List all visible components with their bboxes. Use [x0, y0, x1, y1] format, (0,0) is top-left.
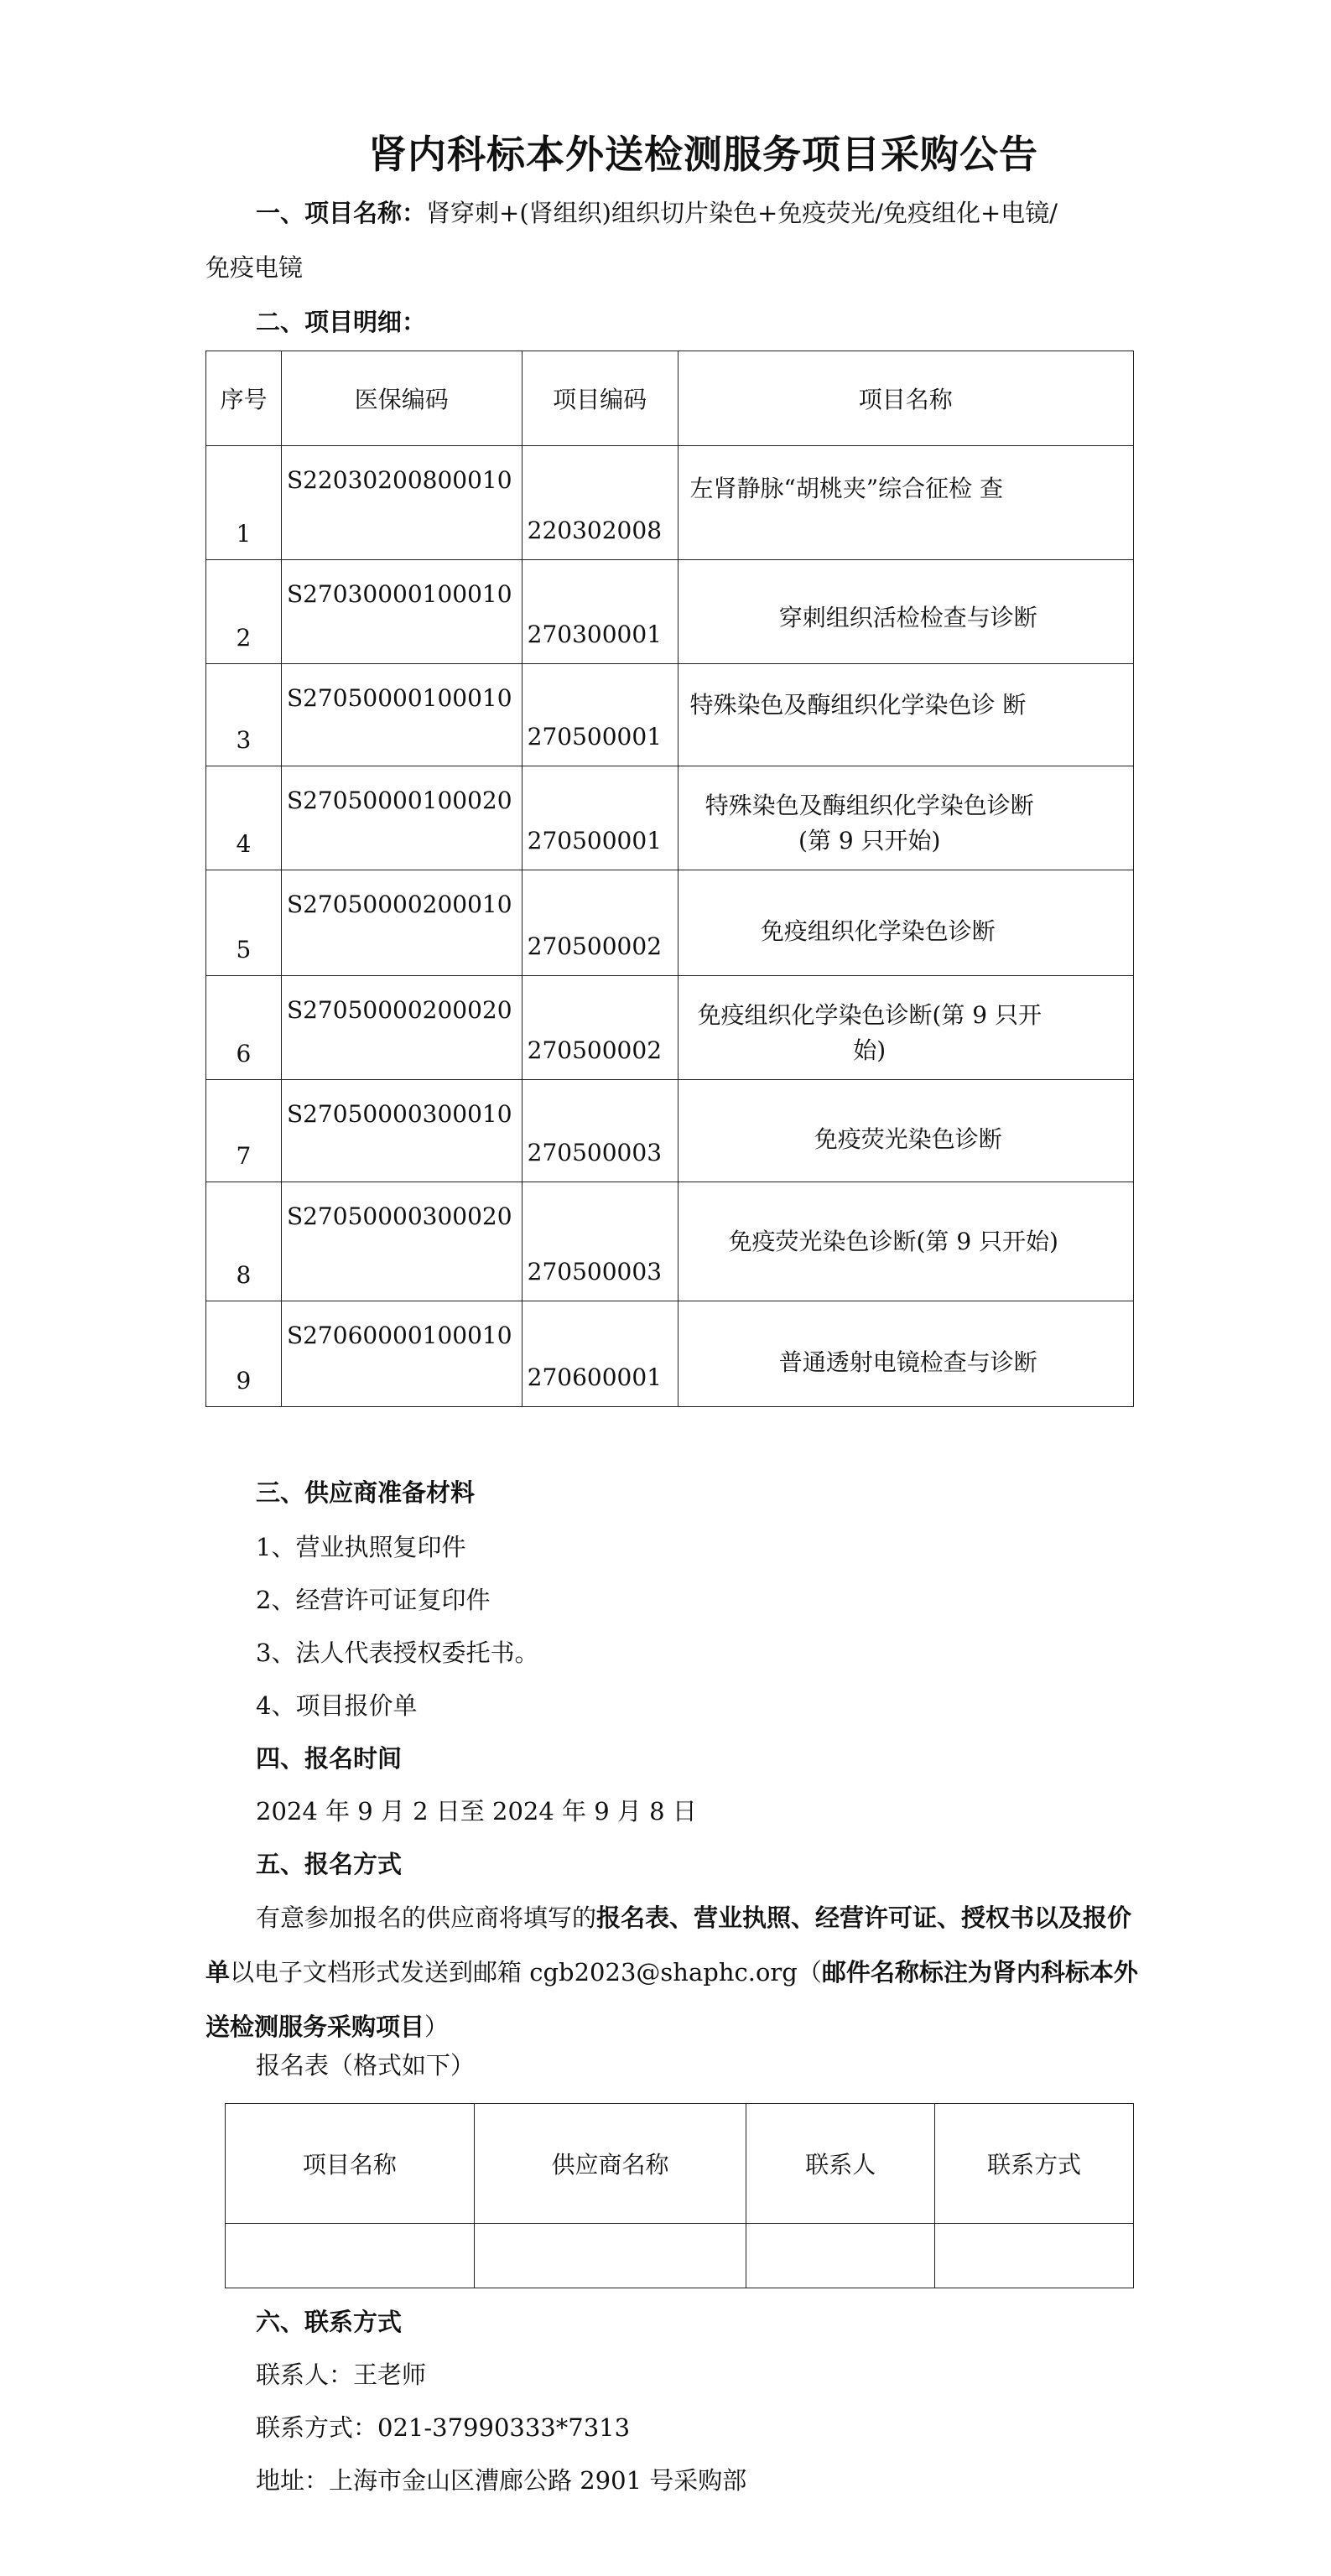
row-insurance-code: S22030200800010 [286, 466, 512, 494]
materials-item: 2、经营许可证复印件 [256, 1586, 491, 1614]
row-insurance-code: S27050000200020 [286, 996, 512, 1024]
row-seq: 5 [236, 936, 252, 963]
table-row [206, 766, 1134, 870]
empty-cell [746, 2224, 935, 2288]
header-insurance-code: 医保编码 [281, 351, 522, 446]
signup-table-empty-row [226, 2224, 1134, 2288]
contact-address: 地址：上海市金山区漕廊公路 2901 号采购部 [256, 2466, 747, 2495]
instructions-text-3: ） [424, 2012, 450, 2041]
row-seq: 1 [236, 520, 252, 548]
materials-item: 1、营业执照复印件 [256, 1533, 466, 1561]
contact-phone: 联系方式：021-37990333*7313 [256, 2413, 631, 2442]
row-item-name: 免疫荧光染色诊断(第 9 只开始) [728, 1228, 1058, 1255]
section1-value-line2: 免疫电镜 [205, 253, 304, 282]
section1-label: 一、项目名称： [256, 199, 427, 227]
contact-person: 联系人：王老师 [256, 2360, 427, 2389]
table-row [206, 870, 1134, 976]
empty-cell [474, 2224, 746, 2288]
header-contact-method: 联系方式 [935, 2104, 1134, 2224]
header-seq: 序号 [206, 351, 282, 446]
row-item-code: 270500002 [527, 932, 663, 960]
row-seq: 3 [236, 726, 252, 754]
table-row [206, 1301, 1134, 1407]
row-item-name: 穿刺组织活检检查与诊断 [778, 604, 1037, 631]
section1-line1 [256, 196, 1058, 230]
empty-cell [226, 2224, 475, 2288]
signup-instructions [205, 1891, 1149, 2054]
instructions-text-1: 有意参加报名的供应商将填写的 [256, 1903, 597, 1932]
row-seq: 7 [236, 1142, 252, 1170]
section1-value-line1: 肾穿刺+(肾组织)组织切片染色+免疫荧光/免疫组化+电镜/ [426, 199, 1058, 227]
row-seq: 4 [236, 830, 252, 858]
header-item-code: 项目编码 [522, 351, 678, 446]
signup-form-table [225, 2103, 1134, 2288]
table-row [206, 1080, 1134, 1182]
row-insurance-code: S27050000300010 [286, 1100, 512, 1128]
form-label: 报名表（格式如下） [256, 2051, 476, 2080]
row-item-name: 特殊染色及酶组织化学染色诊 断 [689, 691, 1027, 719]
materials-item: 3、法人代表授权委托书。 [256, 1639, 539, 1667]
items-table-header [206, 351, 1134, 446]
row-item-code: 270500002 [527, 1036, 663, 1064]
instructions-required-docs: 报名表、营业执照、经营许可证、授权书以及报价单 [205, 1903, 1132, 1987]
row-seq: 2 [236, 624, 252, 652]
section5-label: 五、报名方式 [256, 1850, 403, 1878]
header-supplier-name: 供应商名称 [474, 2104, 746, 2224]
row-insurance-code: S27050000200010 [286, 891, 512, 918]
row-item-name: 免疫组织化学染色诊断 [760, 917, 996, 945]
row-item-name: 免疫荧光染色诊断 [814, 1125, 1002, 1153]
signup-period: 2024 年 9 月 2 日至 2024 年 9 月 8 日 [256, 1797, 697, 1826]
row-item-name: 特殊染色及酶组织化学染色诊断(第 9 只开始) [704, 792, 1034, 854]
row-item-name: 免疫组织化学染色诊断(第 9 只开始) [697, 1001, 1042, 1064]
row-insurance-code: S27050000100010 [286, 684, 512, 712]
table-row [206, 446, 1134, 560]
row-insurance-code: S27060000100010 [286, 1322, 512, 1349]
row-seq: 6 [236, 1040, 252, 1067]
row-insurance-code: S27050000100020 [286, 787, 512, 814]
section3-label: 三、供应商准备材料 [256, 1478, 476, 1507]
row-item-code: 270500001 [527, 723, 663, 750]
row-item-code: 270500003 [527, 1258, 663, 1285]
header-contact-person: 联系人 [746, 2104, 935, 2224]
instructions-mail-subject: 邮件名称标注为肾内科标本外送检测服务采购项目 [205, 1958, 1138, 2041]
row-item-code: 270600001 [527, 1363, 663, 1391]
table-row [206, 560, 1134, 664]
row-seq: 9 [236, 1367, 252, 1394]
row-seq: 8 [236, 1261, 252, 1289]
materials-item: 4、项目报价单 [256, 1691, 418, 1720]
items-table [205, 351, 1134, 1407]
row-item-name: 普通透射电镜检查与诊断 [778, 1348, 1037, 1376]
row-item-code: 270500003 [527, 1139, 663, 1166]
header-project-name: 项目名称 [226, 2104, 475, 2224]
instructions-text-2: 以电子文档形式发送到邮箱 cgb2023@shaphc.org（ [230, 1958, 822, 1987]
table-row [206, 664, 1134, 766]
row-insurance-code: S27050000300020 [286, 1202, 512, 1230]
table-row [206, 1182, 1134, 1301]
row-item-name: 左肾静脉“胡桃夹”综合征检 查 [689, 475, 1004, 502]
page-title: 肾内科标本外送检测服务项目采购公告 [368, 132, 1038, 177]
header-item-name: 项目名称 [678, 351, 1134, 446]
empty-cell [935, 2224, 1134, 2288]
row-item-code: 220302008 [527, 517, 663, 544]
row-item-code: 270300001 [527, 621, 663, 648]
table-row [206, 976, 1134, 1080]
section4-label: 四、报名时间 [256, 1744, 403, 1773]
signup-table-header [226, 2104, 1134, 2224]
section2-label: 二、项目明细： [256, 308, 427, 336]
row-item-code: 270500001 [527, 827, 663, 854]
row-insurance-code: S27030000100010 [286, 580, 512, 608]
section6-label: 六、联系方式 [256, 2308, 403, 2336]
